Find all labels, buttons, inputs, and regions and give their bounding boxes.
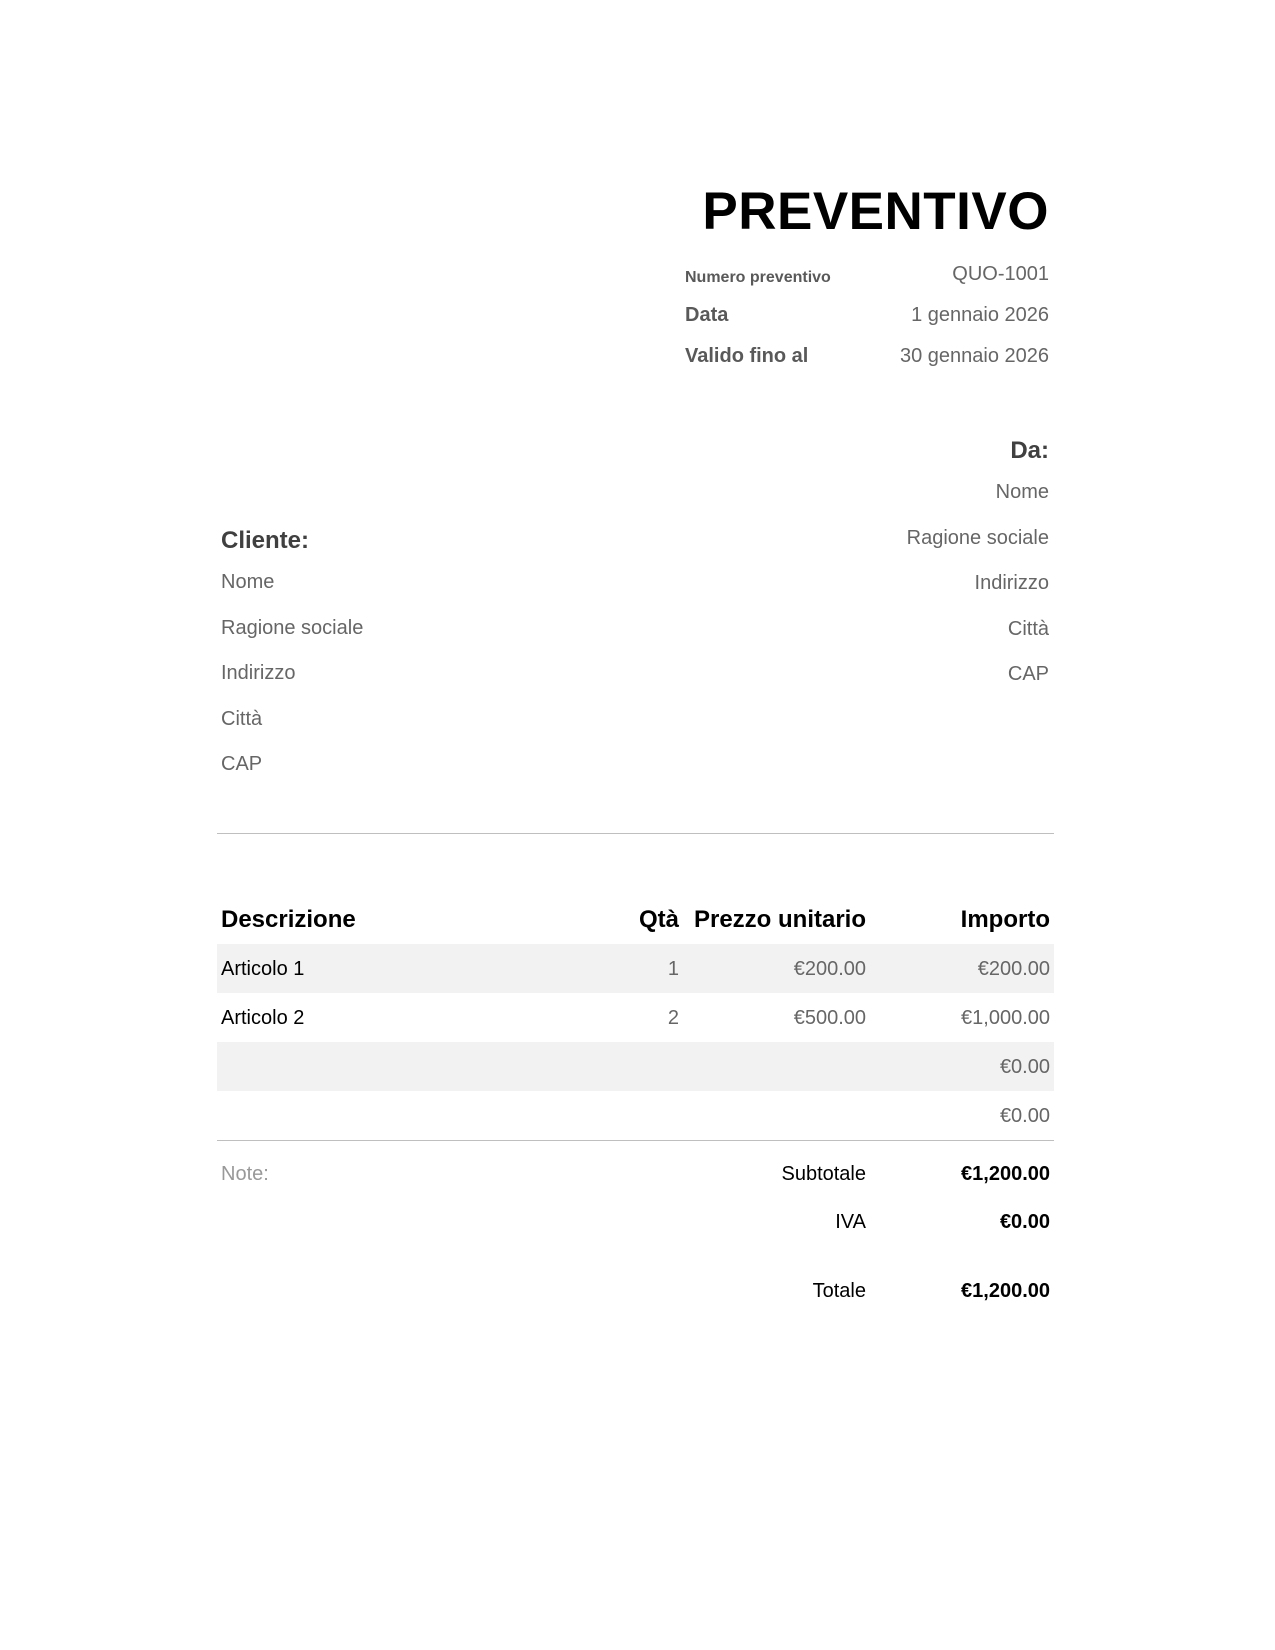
header-description: Descrizione — [221, 906, 356, 933]
tax-row — [217, 1210, 1054, 1240]
items-table — [217, 896, 1054, 1141]
total-value: €1,200.00 — [961, 1280, 1050, 1302]
item-unit-price: €500.00 — [793, 1007, 866, 1029]
item-description: Articolo 2 — [221, 1007, 305, 1029]
item-amount: €1,000.00 — [961, 1007, 1050, 1029]
date-label: Data — [685, 304, 729, 326]
tax-value: €0.00 — [999, 1211, 1050, 1233]
quote-number-value: QUO-1001 — [952, 263, 1049, 285]
section-divider — [217, 833, 1054, 834]
item-amount: €0.00 — [999, 1105, 1050, 1127]
meta-row-date — [685, 303, 1049, 344]
header-amount: Importo — [960, 906, 1050, 933]
client-address: Indirizzo — [221, 662, 296, 684]
sender-title: Da: — [1010, 437, 1049, 464]
item-description: Articolo 1 — [221, 958, 305, 980]
date-value: 1 gennaio 2026 — [911, 304, 1049, 326]
document-title: PREVENTIVO — [702, 182, 1049, 241]
table-row — [217, 1042, 1054, 1091]
valid-until-label: Valido fino al — [685, 345, 809, 367]
client-postal-code: CAP — [221, 753, 263, 775]
items-header-row — [217, 896, 1054, 944]
table-row — [217, 944, 1054, 993]
header-unit-price: Prezzo unitario — [693, 906, 866, 933]
notes-label: Note: — [221, 1163, 269, 1185]
table-row — [217, 1091, 1054, 1140]
meta-row-quote-number — [685, 262, 1049, 303]
total-row — [217, 1279, 1054, 1309]
client-block — [221, 526, 363, 798]
table-row — [217, 993, 1054, 1042]
sender-block — [907, 436, 1049, 708]
sender-address: Indirizzo — [974, 572, 1049, 594]
sender-city: Città — [1007, 617, 1049, 640]
sender-postal-code: CAP — [1007, 663, 1049, 685]
quote-meta — [685, 262, 1049, 385]
subtotal-label: Subtotale — [781, 1163, 866, 1185]
subtotal-value: €1,200.00 — [961, 1163, 1050, 1185]
item-quantity: 1 — [667, 958, 679, 980]
client-company: Ragione sociale — [221, 616, 364, 639]
item-amount: €200.00 — [977, 958, 1050, 980]
total-label: Totale — [812, 1280, 866, 1302]
item-amount: €0.00 — [999, 1056, 1050, 1078]
sender-name: Nome — [995, 481, 1049, 503]
tax-label: IVA — [835, 1211, 866, 1233]
header-quantity: Qtà — [638, 906, 679, 933]
sender-company: Ragione sociale — [906, 526, 1049, 549]
subtotal-row — [217, 1162, 1054, 1192]
client-name: Nome — [221, 571, 275, 593]
item-quantity: 2 — [667, 1007, 679, 1029]
client-title: Cliente: — [221, 527, 310, 554]
client-city: Città — [221, 707, 263, 730]
item-unit-price: €200.00 — [793, 958, 866, 980]
meta-row-valid-until — [685, 344, 1049, 385]
valid-until-value: 30 gennaio 2026 — [899, 345, 1049, 367]
table-bottom-rule — [217, 1140, 1054, 1141]
quote-number-label: Numero preventivo — [685, 269, 831, 286]
